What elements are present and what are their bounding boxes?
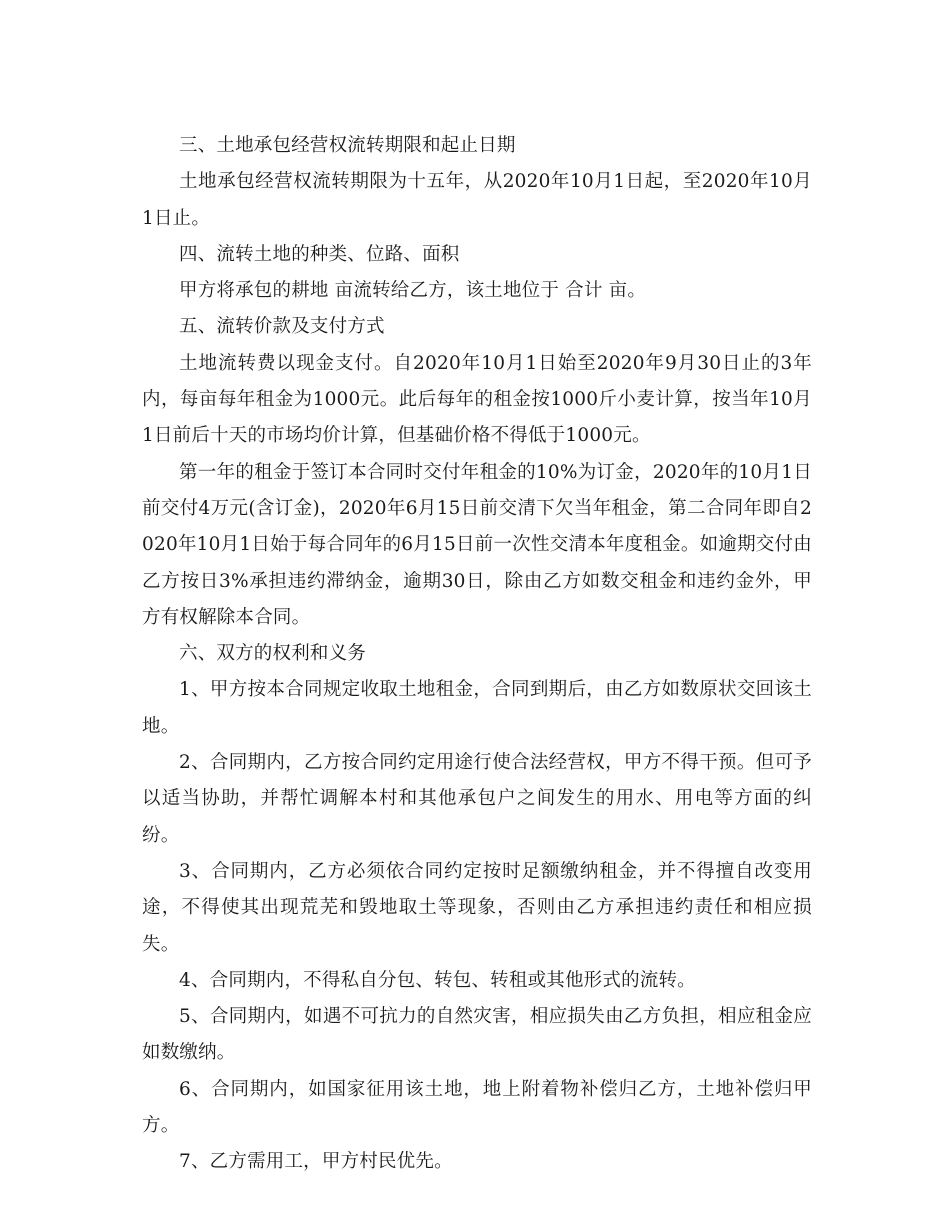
- section-heading-term: 三、土地承包经营权流转期限和起止日期: [179, 135, 516, 156]
- paragraph-term-detail: 土地承包经营权流转期限为十五年，从2020年10月1日起，至2020年10月1日止。: [142, 171, 812, 229]
- list-item-right-3: 3、合同期内，乙方必须依合同约定按时足额缴纳租金，并不得擅自改变用途，不得使其出现荒芜和毁地取土等现象，否则由乙方承担违约责任和相应损失。: [142, 860, 812, 955]
- section-heading-land: 四、流转土地的种类、位路、面积: [179, 243, 460, 265]
- document-body: [142, 128, 812, 1181]
- list-item-right-2: 2、合同期内，乙方按合同约定用途行使合法经营权，甲方不得干预。但可予以适当协助，并帮忙调解本村和其他承包户之间发生的用水、用电等方面的纠纷。: [142, 752, 812, 846]
- list-item-right-6: 6、合同期内，如国家征用该土地，地上附着物补偿归乙方，土地补偿归甲方。: [142, 1078, 812, 1137]
- section-heading-rights: 六、双方的权利和义务: [179, 643, 367, 665]
- list-item-right-1: 1、甲方按本合同规定收取土地租金，合同到期后，由乙方如数原状交回该土地。: [142, 679, 812, 737]
- list-item-right-4: 4、合同期内，不得私自分包、转包、转租或其他形式的流转。: [179, 969, 696, 991]
- list-item-right-7: 7、乙方需用工，甲方村民优先。: [179, 1151, 453, 1173]
- list-item-right-5: 5、合同期内，如遇不可抗力的自然灾害，相应损失由乙方负担，相应租金应如数缴纳。: [142, 1006, 812, 1064]
- paragraph-payment-first-year: 第一年的租金于签订本合同时交付年租金的10%为订金，2020年的10月1日前交付4万元(含订金)，2020年6月15日前交清下欠当年租金，第二合同年即自2020年10月1日始于每合同年的6月15日前一次性交清本年度租金。如逾期交付由乙方按日3%承担违约滞纳金，逾期30日，除由乙方如数交租金和违约金外，甲方有权解除本合同。: [142, 461, 812, 628]
- section-heading-payment: 五、流转价款及支付方式: [179, 316, 385, 338]
- paragraph-payment-fee: 土地流转费以现金支付。自2020年10月1日始至2020年9月30日止的3年内，每亩每年租金为1000元。此后每年的租金按1000斤小麦计算，按当年10月1日前后十天的市场均价计算，但基础价格不得低于1000元。: [142, 352, 812, 447]
- paragraph-land-detail: 甲方将承包的耕地 亩流转给乙方，该土地位于 合计 亩。: [179, 280, 647, 302]
